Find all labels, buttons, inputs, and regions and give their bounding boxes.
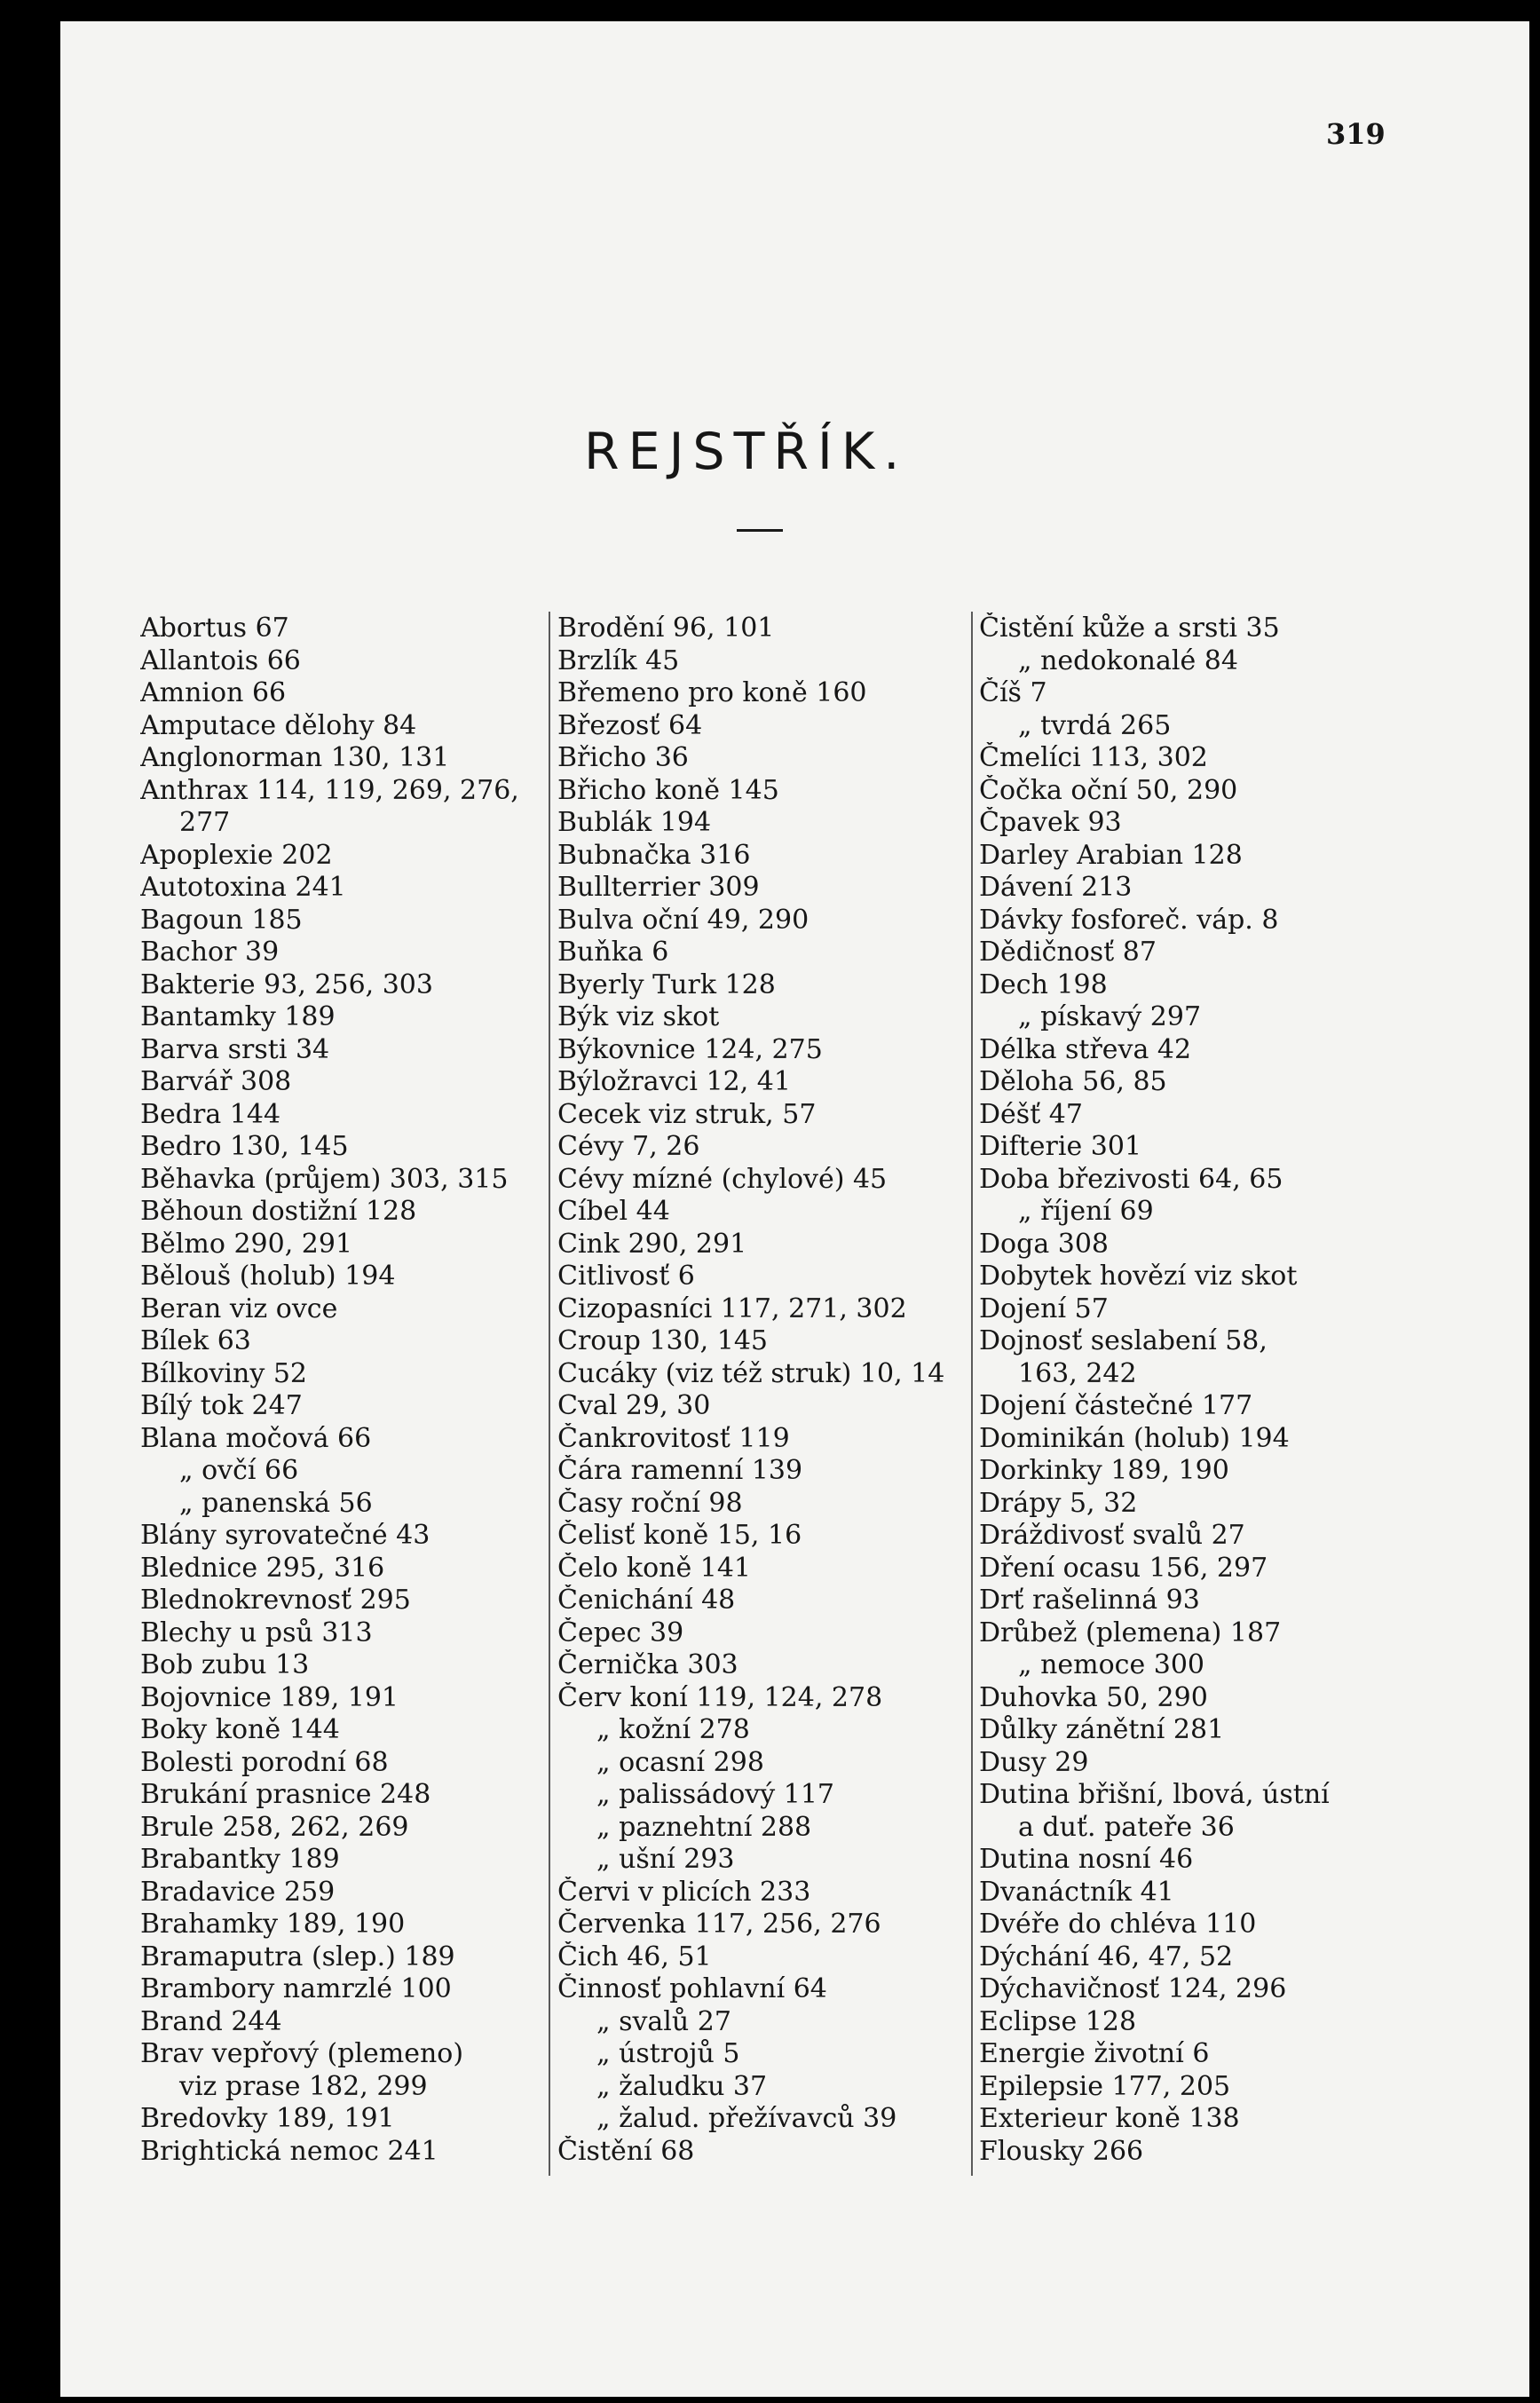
index-entry: Barvář 308 xyxy=(140,1066,292,1097)
index-entry: Činnosť pohlavní 64 xyxy=(557,1973,827,2004)
index-entry: Blechy u psů 313 xyxy=(140,1616,373,1648)
index-entry: Doba březivosti 64, 65 xyxy=(979,1163,1283,1195)
index-entry: Důlky zánětní 281 xyxy=(979,1714,1225,1745)
index-entry: Časy roční 98 xyxy=(557,1487,743,1519)
page-title: REJSTŘÍK. xyxy=(584,423,909,481)
index-column-2 xyxy=(557,613,983,2168)
index-entry: Flousky 266 xyxy=(979,2135,1144,2167)
column-divider xyxy=(549,612,550,2176)
index-entry: Dýchání 46, 47, 52 xyxy=(979,1941,1234,1972)
index-entry: Allantois 66 xyxy=(140,644,301,676)
index-entry: „ svalů 27 xyxy=(596,2005,731,2037)
index-entry: Duhovka 50, 290 xyxy=(979,1681,1208,1713)
index-entry: Čelo koně 141 xyxy=(557,1552,752,1584)
index-entry: Bradavice 259 xyxy=(140,1876,336,1908)
index-entry: Brambory namrzlé 100 xyxy=(140,1973,452,2004)
index-entry: Dominikán (holub) 194 xyxy=(979,1422,1290,1454)
index-entry: Boky koně 144 xyxy=(140,1714,340,1745)
index-entry: Bantamky 189 xyxy=(140,1001,336,1032)
index-entry: Brav vepřový (plemeno) xyxy=(140,2038,464,2069)
index-entry: viz prase 182, 299 xyxy=(179,2070,428,2102)
index-entry: Bedro 130, 145 xyxy=(140,1131,349,1162)
index-entry: Apoplexie 202 xyxy=(140,839,333,871)
index-entry: Čočka oční 50, 290 xyxy=(979,774,1238,806)
index-entry: Cizopasníci 117, 271, 302 xyxy=(557,1292,907,1324)
index-entry: Cink 290, 291 xyxy=(557,1228,747,1260)
index-entry: Buňka 6 xyxy=(557,937,669,968)
index-entry: Brzlík 45 xyxy=(557,644,680,676)
index-entry: Doga 308 xyxy=(979,1228,1110,1260)
index-entry: Déšť 47 xyxy=(979,1098,1083,1130)
index-entry: Březosť 64 xyxy=(557,709,703,741)
index-entry: Břicho 36 xyxy=(557,742,689,773)
index-entry: Břemeno pro koně 160 xyxy=(557,677,867,708)
index-entry: Dědičnosť 87 xyxy=(979,937,1157,968)
index-entry: Byerly Turk 128 xyxy=(557,968,776,1000)
index-entry: Drápy 5, 32 xyxy=(979,1487,1138,1519)
index-entry: Brule 258, 262, 269 xyxy=(140,1811,409,1843)
index-entry: Blány syrovatečné 43 xyxy=(140,1520,430,1551)
index-entry: Blana močová 66 xyxy=(140,1422,372,1454)
column-divider xyxy=(971,612,973,2176)
index-entry: Čistění kůže a srsti 35 xyxy=(979,613,1280,644)
index-entry: Dojnosť seslabení 58, xyxy=(979,1325,1268,1356)
index-entry: Bakterie 93, 256, 303 xyxy=(140,968,433,1000)
index-entry: Dusy 29 xyxy=(979,1746,1089,1778)
index-entry: Bělouš (holub) 194 xyxy=(140,1261,396,1292)
index-entry: Dorkinky 189, 190 xyxy=(979,1455,1229,1486)
index-entry: Bulva oční 49, 290 xyxy=(557,904,809,936)
index-entry: „ žalud. přežívavců 39 xyxy=(596,2103,897,2134)
index-entry: Čenichání 48 xyxy=(557,1585,736,1616)
index-entry: „ panenská 56 xyxy=(179,1487,373,1519)
index-entry: Exterieur koně 138 xyxy=(979,2103,1240,2134)
index-entry: Brukání prasnice 248 xyxy=(140,1779,431,1810)
index-entry: Dávky fosforeč. váp. 8 xyxy=(979,904,1279,936)
index-entry: a duť. pateře 36 xyxy=(1018,1811,1235,1843)
index-entry: „ tvrdá 265 xyxy=(1018,709,1172,741)
index-entry: Bob zubu 13 xyxy=(140,1649,310,1680)
index-entry: Blednokrevnosť 295 xyxy=(140,1585,411,1616)
index-entry: Dvéře do chléva 110 xyxy=(979,1909,1257,1940)
index-entry: Dojení částečné 177 xyxy=(979,1390,1253,1421)
index-entry: Dýchavičnosť 124, 296 xyxy=(979,1973,1287,2004)
index-entry: Citlivosť 6 xyxy=(557,1261,695,1292)
index-entry: Běhavka (průjem) 303, 315 xyxy=(140,1163,509,1195)
index-column-1 xyxy=(140,613,531,2168)
index-entry: „ ústrojů 5 xyxy=(596,2038,740,2069)
index-entry: Drůbež (plemena) 187 xyxy=(979,1616,1282,1648)
index-entry: Barva srsti 34 xyxy=(140,1033,330,1065)
index-entry: Čelisť koně 15, 16 xyxy=(557,1520,802,1551)
index-entry: „ kožní 278 xyxy=(596,1714,750,1745)
index-entry: Černička 303 xyxy=(557,1649,738,1680)
index-entry: Číš 7 xyxy=(979,677,1047,708)
index-entry: Bredovky 189, 191 xyxy=(140,2103,395,2134)
index-entry: Cíbel 44 xyxy=(557,1196,670,1227)
index-entry: „ paznehtní 288 xyxy=(596,1811,812,1843)
index-entry: Bublák 194 xyxy=(557,807,712,838)
index-entry: „ palissádový 117 xyxy=(596,1779,834,1810)
index-entry: 163, 242 xyxy=(1018,1357,1137,1389)
index-entry: „ říjení 69 xyxy=(1018,1196,1154,1227)
index-entry: Energie životní 6 xyxy=(979,2038,1210,2069)
index-entry: Abortus 67 xyxy=(140,613,289,644)
index-entry: Bílkoviny 52 xyxy=(140,1357,307,1389)
index-entry: Dutina břišní, lbová, ústní xyxy=(979,1779,1330,1810)
index-entry: Anthrax 114, 119, 269, 276, xyxy=(140,774,519,806)
index-entry: Cévy mízné (chylové) 45 xyxy=(557,1163,888,1195)
index-entry: Brahamky 189, 190 xyxy=(140,1909,406,1940)
index-entry: Čankrovitosť 119 xyxy=(557,1422,790,1454)
index-entry: Čára ramenní 139 xyxy=(557,1455,803,1486)
index-entry: Dojení 57 xyxy=(979,1292,1109,1324)
index-entry: Čich 46, 51 xyxy=(557,1941,712,1972)
index-entry: 277 xyxy=(179,807,231,838)
index-entry: Děloha 56, 85 xyxy=(979,1066,1167,1097)
index-entry: Autotoxina 241 xyxy=(140,872,346,903)
index-entry: Amnion 66 xyxy=(140,677,287,708)
index-entry: Cévy 7, 26 xyxy=(557,1131,700,1162)
index-entry: Čpavek 93 xyxy=(979,807,1122,838)
index-entry: „ nemoce 300 xyxy=(1018,1649,1205,1680)
index-entry: „ ovčí 66 xyxy=(179,1455,299,1486)
index-entry: Délka střeva 42 xyxy=(979,1033,1192,1065)
index-entry: Brightická nemoc 241 xyxy=(140,2135,438,2167)
index-entry: „ ušní 293 xyxy=(596,1844,735,1875)
index-entry: Bojovnice 189, 191 xyxy=(140,1681,399,1713)
index-entry: Býk viz skot xyxy=(557,1001,720,1032)
index-entry: Brabantky 189 xyxy=(140,1844,340,1875)
index-entry: Dření ocasu 156, 297 xyxy=(979,1552,1268,1584)
index-entry: Dutina nosní 46 xyxy=(979,1844,1194,1875)
index-entry: Červenka 117, 256, 276 xyxy=(557,1909,881,1940)
index-entry: Běhoun dostižní 128 xyxy=(140,1196,417,1227)
index-entry: Bílý tok 247 xyxy=(140,1390,303,1421)
index-entry: Brodění 96, 101 xyxy=(557,613,775,644)
index-entry: „ žaludku 37 xyxy=(596,2070,768,2102)
index-entry: Bullterrier 309 xyxy=(557,872,760,903)
index-entry: „ nedokonalé 84 xyxy=(1018,644,1238,676)
index-entry: Bubnačka 316 xyxy=(557,839,751,871)
index-entry: Drť rašelinná 93 xyxy=(979,1585,1200,1616)
index-entry: Bedra 144 xyxy=(140,1098,281,1130)
index-entry: Cval 29, 30 xyxy=(557,1390,711,1421)
index-column-3 xyxy=(979,613,1423,2168)
index-entry: Čepec 39 xyxy=(557,1616,684,1648)
index-entry: Bagoun 185 xyxy=(140,904,303,936)
index-entry: Cucáky (viz též struk) 10, 14 xyxy=(557,1357,945,1389)
index-page xyxy=(60,21,1529,2397)
index-entry: Cecek viz struk, 57 xyxy=(557,1098,817,1130)
index-entry: Býložravci 12, 41 xyxy=(557,1066,791,1097)
index-entry: Bolesti porodní 68 xyxy=(140,1746,389,1778)
index-entry: „ ocasní 298 xyxy=(596,1746,764,1778)
index-entry: Červ koní 119, 124, 278 xyxy=(557,1681,883,1713)
page-number: 319 xyxy=(1326,117,1386,151)
index-entry: Eclipse 128 xyxy=(979,2005,1137,2037)
index-entry: Brand 244 xyxy=(140,2005,282,2037)
index-entry: Difterie 301 xyxy=(979,1131,1142,1162)
index-entry: Dvanáctník 41 xyxy=(979,1876,1174,1908)
index-entry: Amputace dělohy 84 xyxy=(140,709,417,741)
title-rule xyxy=(737,529,783,532)
index-entry: Epilepsie 177, 205 xyxy=(979,2070,1231,2102)
index-entry: Bramaputra (slep.) 189 xyxy=(140,1941,455,1972)
index-entry: Čmelíci 113, 302 xyxy=(979,742,1208,773)
index-entry: Beran viz ovce xyxy=(140,1292,338,1324)
index-entry: Červi v plicích 233 xyxy=(557,1876,811,1908)
index-entry: „ pískavý 297 xyxy=(1018,1001,1202,1032)
index-entry: Croup 130, 145 xyxy=(557,1325,769,1356)
index-entry: Břicho koně 145 xyxy=(557,774,779,806)
index-entry: Bachor 39 xyxy=(140,937,280,968)
index-entry: Bělmo 290, 291 xyxy=(140,1228,353,1260)
index-entry: Bílek 63 xyxy=(140,1325,251,1356)
index-entry: Darley Arabian 128 xyxy=(979,839,1243,871)
index-entry: Čistění 68 xyxy=(557,2135,695,2167)
index-entry: Anglonorman 130, 131 xyxy=(140,742,450,773)
index-entry: Dobytek hovězí viz skot xyxy=(979,1261,1298,1292)
index-entry: Dech 198 xyxy=(979,968,1108,1000)
index-entry: Blednice 295, 316 xyxy=(140,1552,385,1584)
index-entry: Býkovnice 124, 275 xyxy=(557,1033,823,1065)
index-entry: Dráždivosť svalů 27 xyxy=(979,1520,1245,1551)
index-entry: Dávení 213 xyxy=(979,872,1133,903)
